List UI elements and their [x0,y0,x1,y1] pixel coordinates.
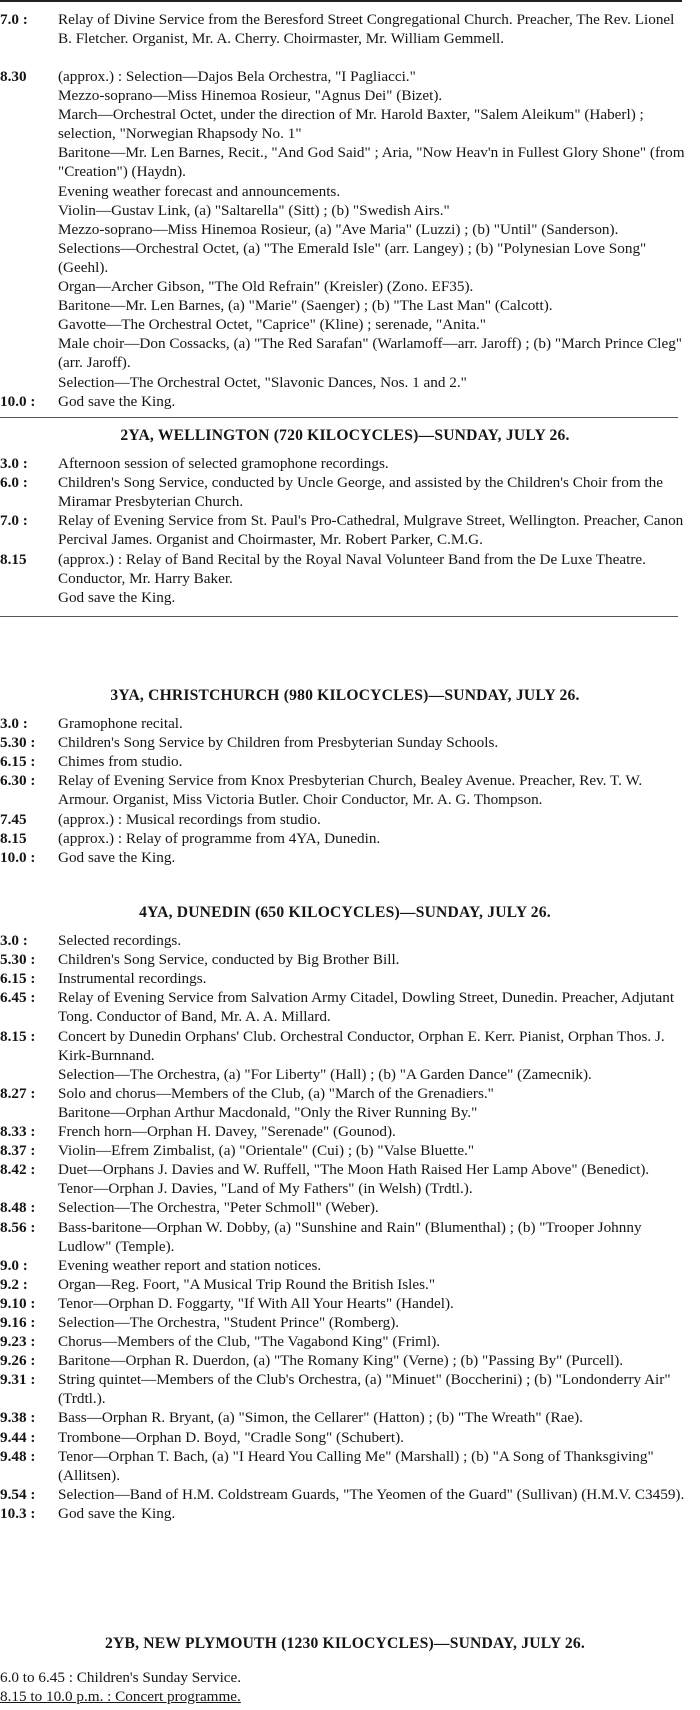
program-entry [0,1294,690,1313]
entry-time: 3.0 : [0,932,28,950]
entry-text: God save the King. [58,392,176,410]
program-line: Baritone—Orphan Arthur Macdonald, "Only the River Running By." [58,1103,478,1121]
program-entry [0,988,690,1026]
entry-time: 6.0 : [0,474,28,492]
entry-time: 8.15 : [0,1027,36,1045]
entry-time: 6.15 : [0,753,36,771]
entry-text: Relay of Evening Service from Knox Presbyterian Church, Bealey Avenue. Preacher, Rev. T. W. Armour. Organist, Miss Victoria Butler. Choir Conductor, Mr. A. G. Thompson. [58,772,643,809]
entry-time: 9.2 : [0,1275,28,1293]
entry-text: String quintet—Members of the Club's Orchestra, (a) "Minuet" (Boccherini) ; (b) "Londonderry Air" (Trdtl.). [58,1371,671,1408]
program-line: 8.15 to 10.0 p.m. : Concert programme. [0,1688,241,1706]
program-line: Violin—Gustav Link, (a) "Saltarella" (Sitt) ; (b) "Swedish Airs." [58,201,450,219]
entry-time: 10.3 : [0,1504,36,1522]
program-entry [0,511,690,549]
program-entry [0,810,690,829]
entry-text: Organ—Reg. Foort, "A Musical Trip Round the British Isles." [58,1275,436,1293]
program-line: March—Orchestral Octet, under the direction of Mr. Harold Baxter, "Salem Aleikum" (Haberl) ; selection, "Norwegian Rhapsody No. 1" [58,106,644,143]
program-entry [0,1141,690,1160]
entry-time: 6.45 : [0,989,36,1007]
entry-text: Bass-baritone—Orphan W. Dobby, (a) "Sunshine and Rain" (Blumenthal) ; (b) "Trooper Johnny Ludlow" (Temple). [58,1218,642,1255]
program-entry [0,1160,690,1179]
program-entry [0,1084,690,1103]
entry-time: 6.30 : [0,772,36,790]
entry-time: 8.42 : [0,1161,36,1179]
program-entry [0,1275,690,1294]
program-entry [0,1428,690,1447]
entry-time: 8.15 [0,550,27,568]
entry-text: Relay of Evening Service from St. Paul's Pro-Cathedral, Mulgrave Street, Wellington. Preacher, Canon Percival James. Organist and Choirmaster, Mr. Robert Parker, C.M.G. [58,512,684,549]
section-2yb [0,1634,690,1706]
program-line: Selections—Orchestral Octet, (a) "The Emerald Isle" (arr. Langey) ; (b) "Polynesian Love Song" (Geehl). [58,239,647,276]
program-line: Male choir—Don Cossacks, (a) "The Red Sarafan" (Warlamoff—arr. Jaroff) ; (b) "March Prince Cleg" (arr. Jaroff). [58,335,682,372]
entry-time: 5.30 : [0,951,36,969]
program-entry [0,931,690,950]
entry-text: Concert by Dunedin Orphans' Club. Orchestral Conductor, Orphan E. Kerr. Pianist, Orphan Thos. J. Kirk-Burnnand. [58,1027,665,1064]
entry-time: 9.26 : [0,1352,36,1370]
program-entry [0,771,690,809]
section-2ya [0,426,690,617]
entry-time: 9.44 : [0,1428,36,1446]
entry-text: Trombone—Orphan D. Boyd, "Cradle Song" (Schubert). [58,1428,404,1446]
program-entry [0,1332,690,1351]
program-line: Mezzo-soprano—Miss Hinemoa Rosieur, "Agnus Dei" (Bizet). [58,87,443,105]
entry-time: 3.0 : [0,715,28,733]
entry-time: 9.23 : [0,1333,36,1351]
entry-time: 8.37 : [0,1142,36,1160]
entry-time: 9.38 : [0,1409,36,1427]
program-entry [0,714,690,733]
entry-text: Chimes from studio. [58,753,183,771]
entry-time: 9.48 : [0,1447,36,1465]
entry-text: Violin—Efrem Zimbalist, (a) "Orientale" (Cui) ; (b) "Valse Bluette." [58,1142,475,1160]
program-entry [0,1256,690,1275]
program-entry [0,1447,690,1485]
entry-time: 7.45 [0,810,27,828]
program-line: 6.0 to 6.45 : Children's Sunday Service. [0,1669,242,1687]
program-entry [0,1504,690,1523]
program-entry [0,848,690,867]
program-entry [0,733,690,752]
entry-time: 9.54 : [0,1485,36,1503]
program-line: Selection—The Orchestral Octet, "Slavonic Dances, Nos. 1 and 2." [58,373,467,391]
station-heading: 2YB, NEW PLYMOUTH (1230 KILOCYCLES)—SUNDAY, JULY 26. [105,1635,585,1652]
entry-text: Solo and chorus—Members of the Club, (a) "March of the Grenadiers." [58,1084,494,1102]
entry-time: 7.0 : [0,512,28,530]
section-divider [0,417,678,418]
program-line: Selection—The Orchestra, (a) "For Liberty" (Hall) ; (b) "A Garden Dance" (Zamecnik). [58,1065,592,1083]
program-entry [0,454,690,473]
top-rule [0,0,682,2]
program-entry [0,1027,690,1065]
entry-time: 8.33 : [0,1123,36,1141]
entry-text: Relay of Divine Service from the Beresford Street Congregational Church. Preacher, The Rev. Lionel B. Fletcher. Organist, Mr. A. Cherry. Choirmaster, Mr. William Gemmell. [58,11,675,48]
entry-time: 9.10 : [0,1294,36,1312]
entry-text: Tenor—Orphan D. Foggarty, "If With All Your Hearts" (Handel). [58,1294,454,1312]
program-entry [0,829,690,848]
entry-text: (approx.) : Musical recordings from studio. [58,810,321,828]
entry-text: Instrumental recordings. [58,970,207,988]
entry-time: 9.16 : [0,1313,36,1331]
entry-text: Bass—Orphan R. Bryant, (a) "Simon, the Cellarer" (Hatton) ; (b) "The Wreath" (Rae). [58,1409,583,1427]
program-entry [0,392,690,411]
program-entry [0,473,690,511]
section-continued [0,10,690,418]
program-entry [0,1122,690,1141]
entry-text: Gramophone recital. [58,715,183,733]
entry-time: 3.0 : [0,455,28,473]
section-4ya [0,903,690,1523]
station-heading: 4YA, DUNEDIN (650 KILOCYCLES)—SUNDAY, JULY 26. [139,904,551,921]
program-entry [0,10,690,67]
entry-text: Tenor—Orphan T. Bach, (a) "I Heard You Calling Me" (Marshall) ; (b) "A Song of Thanksgiving" (Allitsen). [58,1447,654,1484]
program-line: Gavotte—The Orchestral Octet, "Caprice" (Kline) ; serenade, "Anita." [58,316,486,334]
program-line: God save the King. [58,588,176,606]
entry-time: 8.27 : [0,1084,36,1102]
program-line: Organ—Archer Gibson, "The Old Refrain" (Kreisler) (Zono. EF35). [58,278,474,296]
program-line: Baritone—Mr. Len Barnes, Recit., "And God Said" ; Aria, "Now Heav'n in Fullest Glory Shone" (from "Creation") (Haydn). [58,144,685,181]
station-heading: 3YA, CHRISTCHURCH (980 KILOCYCLES)—SUNDAY, JULY 26. [110,687,580,704]
program-entry [0,550,690,588]
entry-text: French horn—Orphan H. Davey, "Serenade" (Gounod). [58,1123,396,1141]
entry-text: Children's Song Service by Children from Presbyterian Sunday Schools. [58,734,499,752]
station-heading: 2YA, WELLINGTON (720 KILOCYCLES)—SUNDAY, JULY 26. [120,427,570,444]
program-entry [0,1198,690,1217]
entry-text: Afternoon session of selected gramophone recordings. [58,455,389,473]
entry-text: God save the King. [58,1504,176,1522]
program-entry [0,1351,690,1370]
entry-time: 8.56 : [0,1218,36,1236]
section-3ya [0,686,690,867]
program-entry [0,969,690,988]
entry-time: 8.15 [0,829,27,847]
entry-text: Duet—Orphans J. Davies and W. Ruffell, "The Moon Hath Raised Her Lamp Above" (Benedict). [58,1161,650,1179]
program-entry [0,752,690,771]
entry-text: Selection—Band of H.M. Coldstream Guards, "The Yeomen of the Guard" (Sullivan) (H.M.V. C3459). [58,1485,685,1503]
program-line: Mezzo-soprano—Miss Hinemoa Rosieur, (a) "Ave Maria" (Luzzi) ; (b) "Until" (Sanderson). [58,220,619,238]
entry-time: 8.48 : [0,1199,36,1217]
program-line: Baritone—Mr. Len Barnes, (a) "Marie" (Saenger) ; (b) "The Last Man" (Calcott). [58,297,553,315]
entry-time: 8.30 [0,68,27,85]
program-entry [0,1370,690,1408]
entry-time: 9.0 : [0,1256,28,1274]
program-entry [0,67,690,86]
entry-text: Relay of Evening Service from Salvation Army Citadel, Dowling Street, Dunedin. Preacher, Adjutant Tong. Conductor of Band, Mr. A. A. Millard. [58,989,675,1026]
entry-time: 9.31 : [0,1371,36,1389]
program-entry [0,1218,690,1256]
program-line: Evening weather forecast and announcements. [58,182,341,200]
program-entry [0,1485,690,1504]
program-entry [0,950,690,969]
entry-time: 6.15 : [0,970,36,988]
entry-text: Evening weather report and station notices. [58,1256,322,1274]
entry-text: God save the King. [58,848,176,866]
program-entry [0,1313,690,1332]
entry-time: 10.0 : [0,392,36,410]
entry-text: (approx.) : Relay of programme from 4YA, Dunedin. [58,829,381,847]
program-line: Tenor—Orphan J. Davies, "Land of My Fathers" (in Welsh) (Trdtl.). [58,1180,473,1198]
section-divider [0,616,678,617]
entry-text: Selection—The Orchestra, "Student Prince" (Romberg). [58,1313,400,1331]
entry-text: Baritone—Orphan R. Duerdon, (a) "The Romany King" (Verne) ; (b) "Passing By" (Purcell). [58,1352,624,1370]
entry-time: 10.0 : [0,848,36,866]
entry-text: Chorus—Members of the Club, "The Vagabond King" (Friml). [58,1333,441,1351]
entry-text: Children's Song Service, conducted by Uncle George, and assisted by the Children's Choir from the Miramar Presbyterian Church. [58,474,663,511]
entry-text: Selected recordings. [58,932,182,950]
entry-time: 5.30 : [0,734,36,752]
entry-text: (approx.) : Selection—Dajos Bela Orchestra, "I Pagliacci." [58,68,416,85]
program-entry [0,1408,690,1427]
entry-text: Selection—The Orchestra, "Peter Schmoll" (Weber). [58,1199,379,1217]
entry-text: (approx.) : Relay of Band Recital by the Royal Naval Volunteer Band from the De Luxe Theatre. Conductor, Mr. Harry Baker. [58,550,646,587]
entry-text: Children's Song Service, conducted by Big Brother Bill. [58,951,400,969]
entry-time: 7.0 : [0,11,28,28]
